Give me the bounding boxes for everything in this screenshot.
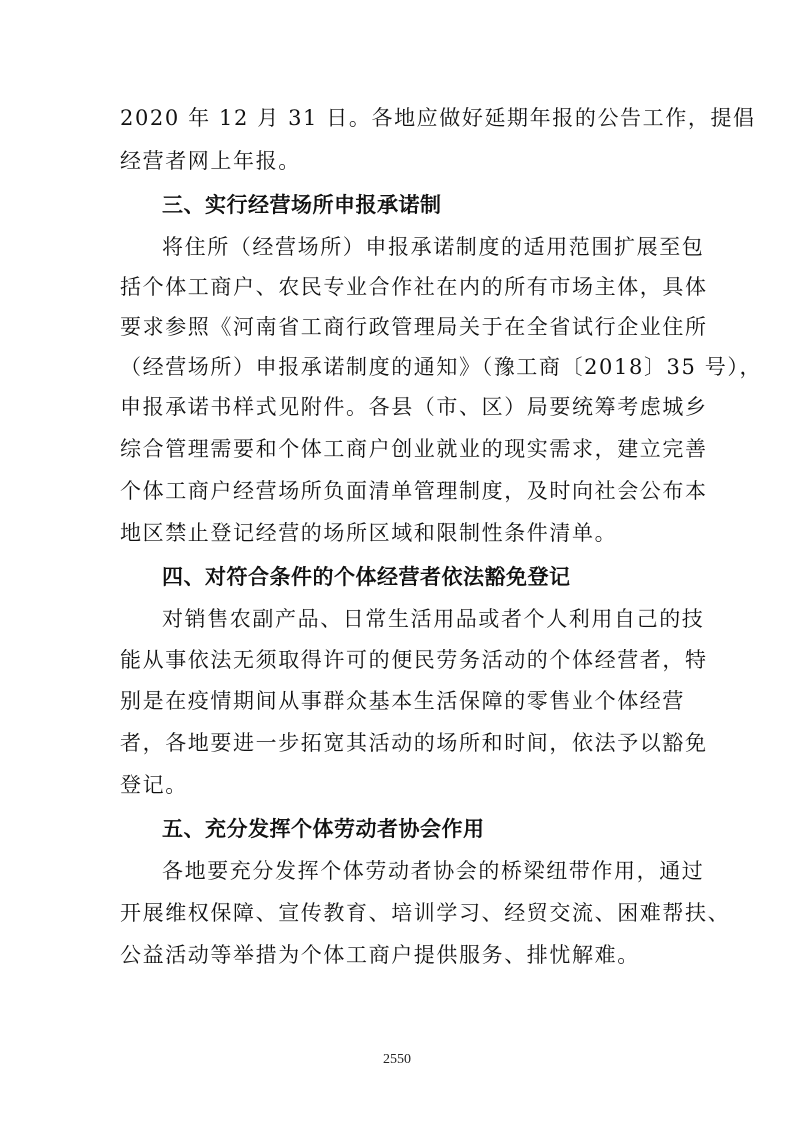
paragraph-line: 申报承诺书样式见附件。各县（市、区）局要统筹考虑城乡 <box>120 395 708 419</box>
paragraph-line: 别是在疫情期间从事群众基本生活保障的零售业个体经营 <box>120 689 685 713</box>
paragraph-line: 开展维权保障、宣传教育、培训学习、经贸交流、困难帮扶、 <box>120 901 731 925</box>
paragraph-line: 要求参照《河南省工商行政管理局关于在全省试行企业住所 <box>120 315 708 339</box>
paragraph-line: 者，各地要进一步拓宽其活动的场所和时间，依法予以豁免 <box>120 731 708 755</box>
section-heading-3: 三、实行经营场所申报承诺制 <box>162 193 442 217</box>
section-heading-4: 四、对符合条件的个体经营者依法豁免登记 <box>162 565 571 589</box>
paragraph-line: 能从事依法无须取得许可的便民劳务活动的个体经营者，特 <box>120 648 708 672</box>
page-number: 2550 <box>383 1052 411 1067</box>
paragraph-line: 将住所（经营场所）申报承诺制度的适用范围扩展至包 <box>162 235 705 259</box>
paragraph-line: 括个体工商户、农民专业合作社在内的所有市场主体，具体 <box>120 275 708 299</box>
paragraph-line: 公益活动等举措为个体工商户提供服务、排忧解难。 <box>120 943 640 967</box>
paragraph-line: 经营者网上年报。 <box>120 149 301 173</box>
paragraph-line: 综合管理需要和个体工商户创业就业的现实需求，建立完善 <box>120 437 708 461</box>
section-heading-5: 五、充分发挥个体劳动者协会作用 <box>162 817 485 841</box>
paragraph-line: 登记。 <box>120 773 188 797</box>
paragraph-line: （经营场所）申报承诺制度的通知》（豫工商〔2018〕35 号）， <box>120 355 763 379</box>
paragraph-line: 对销售农副产品、日常生活用品或者个人利用自己的技 <box>162 607 705 631</box>
paragraph-line: 2020 年 12 月 31 日。各地应做好延期年报的公告工作，提倡 <box>120 106 756 130</box>
paragraph-line: 地区禁止登记经营的场所区域和限制性条件清单。 <box>120 521 618 545</box>
paragraph-line: 各地要充分发挥个体劳动者协会的桥梁纽带作用，通过 <box>162 859 705 883</box>
paragraph-line: 个体工商户经营场所负面清单管理制度，及时向社会公布本 <box>120 479 708 503</box>
